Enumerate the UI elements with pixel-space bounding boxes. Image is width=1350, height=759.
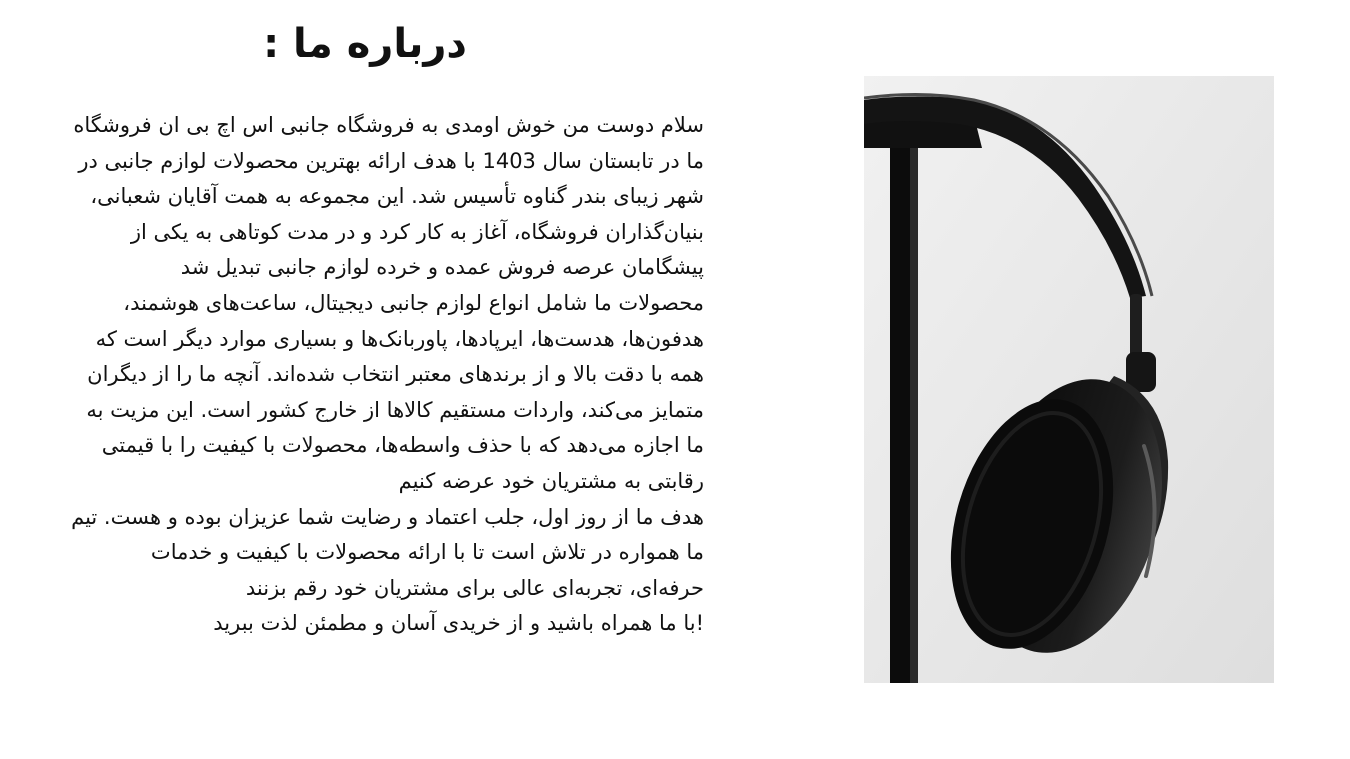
headphones-icon (864, 76, 1274, 683)
about-paragraph-2: محصولات ما شامل انواع لوازم جانبی دیجیتال، ساعت‌های هوشمند، هدفون‌ها، هدست‌ها، ایرپادها، پاوربانک‌ها و بسیاری موارد دیگر است که همه با دقت بالا و از برندهای معتبر انتخاب شده‌اند. آنچه ما را از دیگران متمایز می‌کند، واردات مستقیم کالاها از خارج کشور است. این مزیت به ما اجازه می‌دهد که با حذف واسطه‌ها، محصولات با کیفیت را با قیمتی رقابتی به مشتریان خود عرضه کنیم (86, 290, 704, 493)
headphones-photo (864, 76, 1274, 683)
about-paragraph-1: سلام دوست من خوش اومدی به فروشگاه جانبی اس اچ بی ان فروشگاه ما در تابستان سال 1403 با هدف ارائه بهترین محصولات لوازم جانبی در شهر زیبای بندر گناوه تأسیس شد. این مجموعه به همت آقایان شعبانی، بنیان‌گذاران فروشگاه، آغاز به کار کرد و در مدت کوتاهی به یکی از پیشگامان عرصه فروش عمده و خرده لوازم جانبی تبدیل شد (73, 113, 704, 280)
about-paragraph-4: !با ما همراه باشید و از خریدی آسان و مطمئن لذت ببرید (213, 611, 704, 636)
about-paragraph-3: هدف ما از روز اول، جلب اعتماد و رضایت شما عزیزان بوده و هست. تیم ما همواره در تلاش است تا با ارائه محصولات با کیفیت و خدمات حرفه‌ای، تجربه‌ای عالی برای مشتریان خود رقم بزنند (71, 504, 704, 600)
page-title: درباره ما : (263, 21, 467, 67)
about-text (70, 108, 704, 642)
